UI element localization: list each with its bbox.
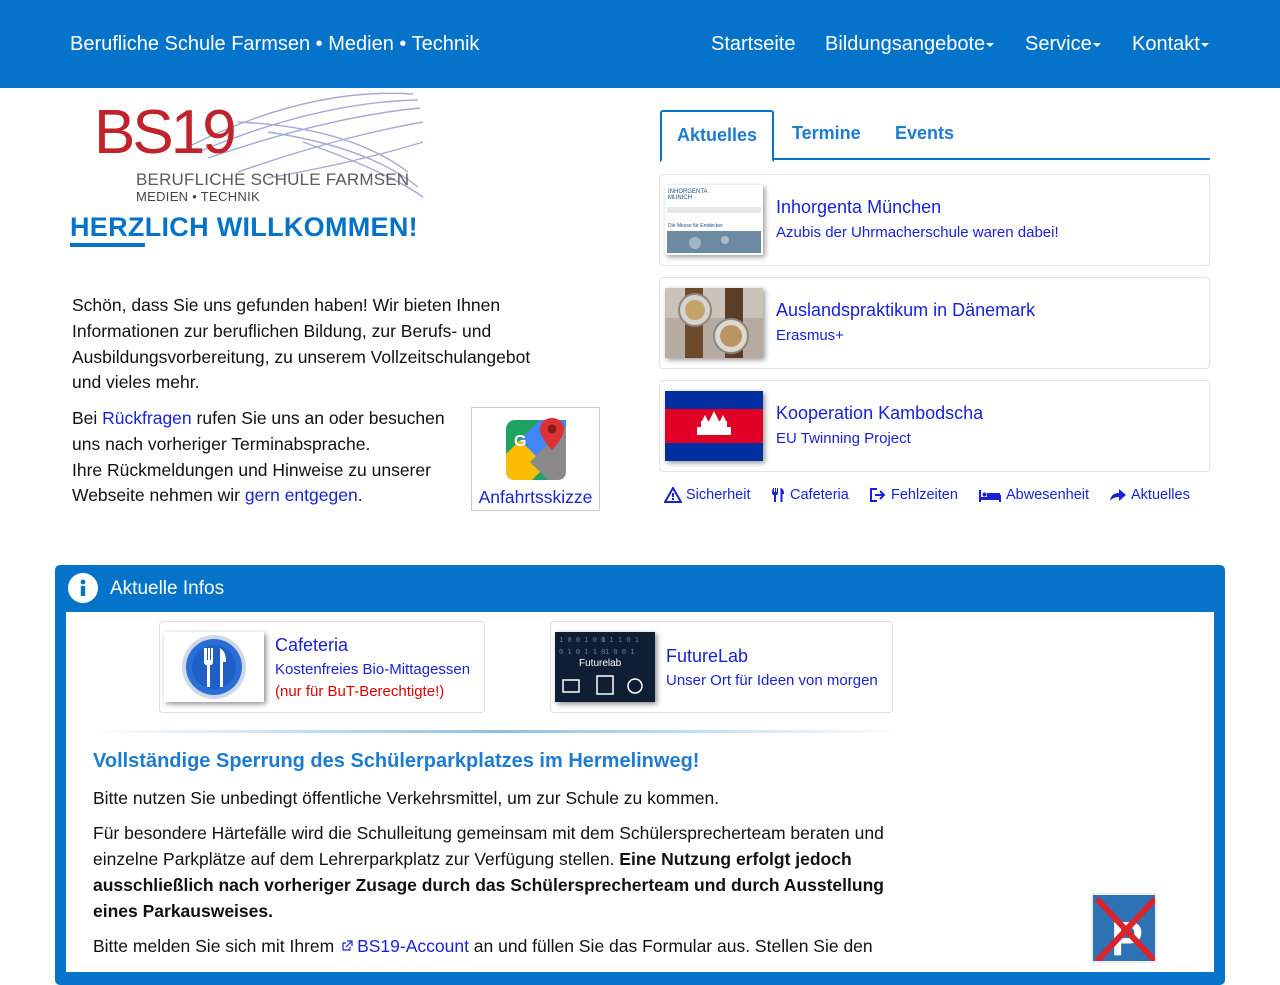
quicklink-label: Sicherheit [686, 487, 751, 503]
svg-text:P: P [1111, 913, 1144, 963]
nav-bildungsangebote-label: Bildungsangebote [825, 33, 986, 55]
news-card-daenemark[interactable] [659, 277, 1210, 369]
contact-text [72, 406, 462, 509]
tab-termine[interactable]: Termine [792, 123, 861, 143]
nav-startseite[interactable] [711, 33, 795, 56]
info-card-cafeteria[interactable] [159, 621, 485, 713]
p3-pre: Bitte melden Sie sich mit Ihrem [93, 936, 340, 956]
rueckfragen-link[interactable]: Rückfragen [102, 408, 192, 428]
quicklink-aktuelles[interactable] [1109, 487, 1190, 503]
bed-icon [978, 487, 1002, 503]
chevron-down-icon [1201, 43, 1209, 47]
contact-pre: Bei [72, 408, 103, 428]
google-maps-icon [500, 414, 572, 486]
news-subtitle: EU Twinning Project [776, 430, 911, 447]
nav-bildungsangebote[interactable] [825, 33, 994, 56]
logo-school-name: BERUFLICHE SCHULE FARMSEN [136, 170, 410, 189]
top-navbar [0, 0, 1280, 88]
nav-service[interactable] [1025, 33, 1101, 56]
quicklink-cafeteria[interactable] [770, 487, 849, 503]
no-parking-sign-icon [1091, 893, 1157, 963]
feedback-post: . [357, 485, 363, 506]
news-subtitle: Azubis der Uhrmacherschule waren dabei! [776, 224, 1059, 241]
svg-text:MUNICH: MUNICH [668, 195, 692, 201]
share-arrow-icon [1109, 487, 1127, 503]
article-paragraph-3 [93, 933, 913, 959]
site-brand-link[interactable]: Berufliche Schule Farmsen • Medien • Technik [70, 33, 480, 55]
nav-kontakt[interactable] [1132, 33, 1209, 56]
nav-service-label: Service [1025, 33, 1092, 55]
svg-text:Futurelab: Futurelab [579, 658, 622, 669]
heading-underline [70, 243, 145, 247]
warning-icon [664, 487, 682, 503]
welcome-heading: HERZLICH WILLKOMMEN! [70, 212, 418, 242]
cafeteria-thumb [164, 632, 264, 702]
quicklink-label: Abwesenheit [1006, 487, 1090, 503]
news-title: Inhorgenta München [776, 197, 942, 217]
nav-startseite-label: Startseite [711, 33, 796, 55]
quicklink-fehlzeiten[interactable] [869, 487, 958, 503]
tab-events[interactable]: Events [895, 123, 955, 143]
feedback-pre: Ihre Rückmeldungen und Hinweise zu unserer Webseite nehmen wir [72, 459, 431, 506]
logout-icon [869, 487, 887, 503]
news-tabs [660, 110, 1210, 160]
quicklink-abwesenheit[interactable] [978, 487, 1089, 503]
feedback-link[interactable]: gern entgegen [244, 485, 358, 506]
news-thumb-cambodia-flag [665, 391, 763, 461]
futurelab-thumb [555, 632, 655, 702]
svg-text:0 1 1 0 1: 0 1 1 0 1 [601, 636, 639, 644]
news-thumb-watches [665, 288, 763, 358]
chevron-down-icon [986, 43, 994, 47]
contact-post: rufen Sie uns an oder besuchen uns nach vorheriger Terminabsprache. [72, 408, 445, 454]
cutlery-icon [770, 487, 786, 503]
external-link-icon [341, 940, 353, 952]
info-card-futurelab[interactable] [550, 621, 893, 713]
bs19-account-link[interactable]: BS19-Account [357, 936, 469, 956]
info-icon [68, 573, 98, 603]
news-subtitle: Erasmus+ [776, 327, 844, 344]
chevron-down-icon [1093, 43, 1101, 47]
news-title: Kooperation Kambodscha [776, 403, 984, 423]
news-title: Auslandspraktikum in Dänemark [776, 300, 1036, 320]
intro-text: Schön, dass Sie uns gefunden haben! Wir bieten Ihnen Informationen zur beruflichen Bildung, zur Berufs- und Ausbildungsvorbereitung, zu unserem Vollzeitschulangebot und vieles mehr. [72, 295, 531, 393]
nav-kontakt-label: Kontakt [1132, 33, 1200, 55]
article-paragraph-1: Bitte nutzen Sie unbedingt öffentliche Verkehrsmittel, um zur Schule zu kommen. [93, 788, 720, 808]
quicklink-label: Cafeteria [790, 487, 849, 503]
article-title: Vollständige Sperrung des Schülerparkplatzes im Hermelinweg! [93, 750, 700, 772]
info-card-subtitle: Kostenfreies Bio-Mittagessen [275, 661, 471, 678]
info-panel-heading: Aktuelle Infos [110, 578, 225, 599]
logo-tagline: MEDIEN • TECHNIK [136, 189, 260, 204]
p2-bold: Eine Nutzung erfolgt jedoch ausschließlich nach vorheriger Zusage durch das Schülersprecherteam und durch Ausstellung eines Parkausweises. [93, 849, 884, 921]
news-card-inhorgenta[interactable] [659, 174, 1210, 266]
svg-text:1 0 0 1 0 1: 1 0 0 1 0 1 [559, 636, 606, 644]
news-thumb-webpage [665, 185, 763, 255]
info-card-title: Cafeteria [275, 635, 349, 655]
svg-text:Die Messe für Entdecker: Die Messe für Entdecker [668, 223, 723, 229]
quicklink-label: Aktuelles [1131, 487, 1190, 503]
svg-text:G: G [514, 433, 527, 450]
p3-post: an und füllen Sie das Formular aus. Stellen Sie den [468, 936, 873, 956]
school-logo[interactable] [88, 92, 428, 206]
svg-text:INHORGENTA: INHORGENTA [668, 189, 708, 195]
map-directions-link[interactable] [471, 407, 600, 511]
info-card-note: (nur für BuT-Berechtigte!) [275, 683, 445, 700]
news-card-kambodscha[interactable] [659, 380, 1210, 472]
quicklink-label: Fehlzeiten [891, 487, 958, 503]
logo-bs19-text: BS19 [94, 98, 234, 167]
quicklink-sicherheit[interactable] [664, 487, 750, 503]
info-card-subtitle: Unser Ort für Ideen von morgen [666, 672, 878, 689]
svg-text:1 0 0 1: 1 0 0 1 [605, 648, 635, 656]
info-card-title: FutureLab [666, 646, 749, 666]
tab-aktuelles[interactable]: Aktuelles [660, 110, 774, 162]
p2-normal: Für besondere Härtefälle wird die Schulleitung gemeinsam mit dem Schülersprecherteam beraten und einzelne Parkplätze auf dem Lehrerparkplatz zur Verfügung stellen. [93, 823, 884, 869]
map-label: Anfahrtsskizze [478, 487, 593, 507]
article-paragraph-2 [93, 820, 913, 924]
svg-text:0 1 0 1 1 0: 0 1 0 1 1 0 [559, 648, 606, 656]
section-divider [90, 730, 908, 733]
